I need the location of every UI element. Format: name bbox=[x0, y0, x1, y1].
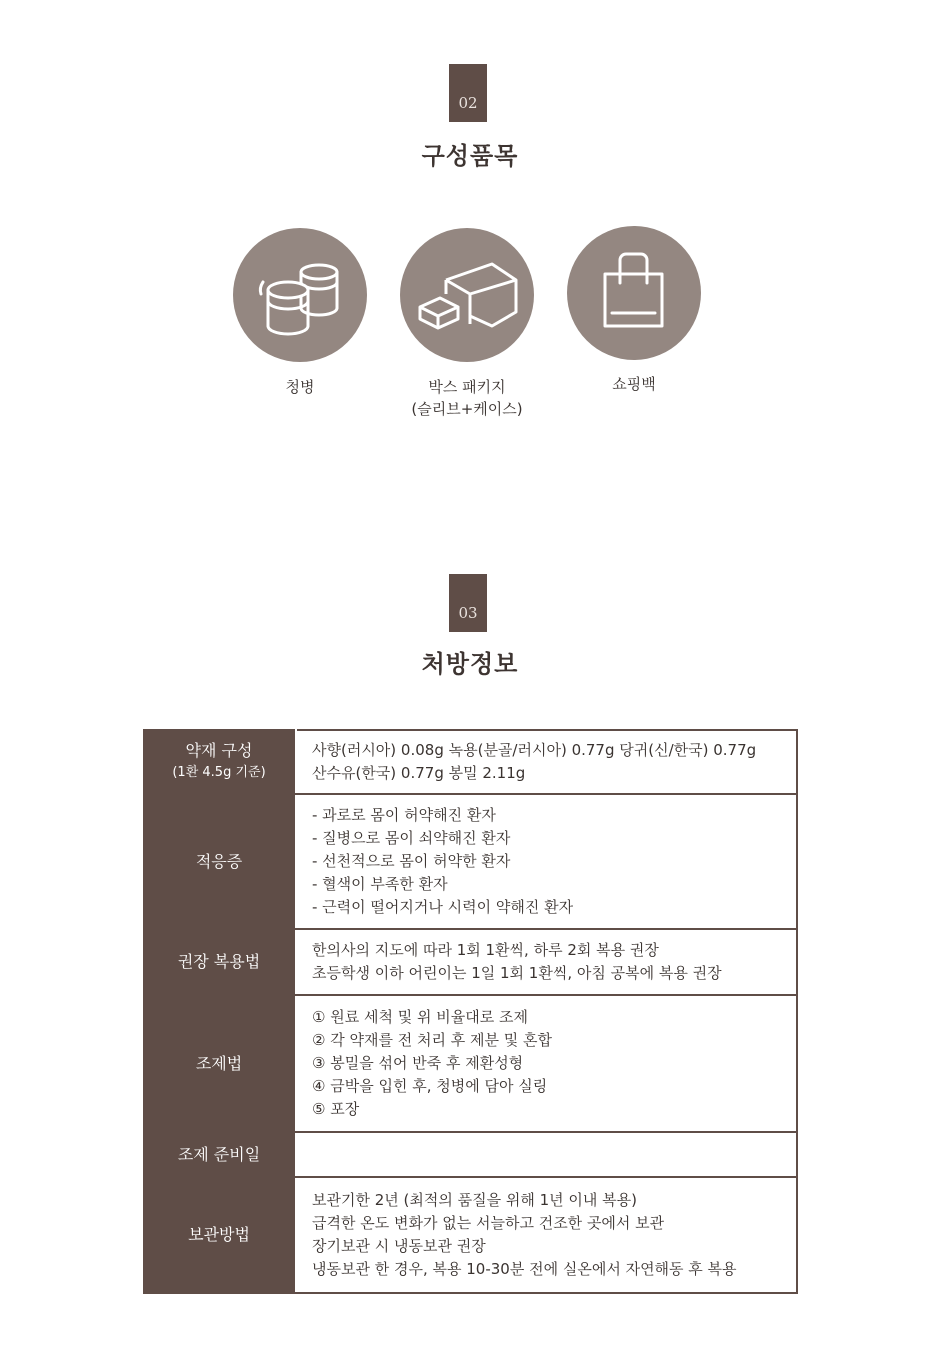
row-header-label: 보관방법 bbox=[188, 1225, 250, 1244]
row-content bbox=[296, 730, 797, 794]
table-row bbox=[143, 730, 797, 794]
prescription-table bbox=[143, 729, 798, 1294]
section-number: 03 bbox=[458, 604, 478, 622]
item-label-line: 박스 패키지 bbox=[428, 378, 506, 396]
row-header bbox=[143, 995, 296, 1132]
jar-icon bbox=[233, 228, 367, 362]
row-content bbox=[296, 1177, 797, 1293]
row-header bbox=[143, 730, 296, 794]
box-icon bbox=[400, 228, 534, 362]
row-header bbox=[143, 929, 296, 995]
item-label-bag bbox=[544, 373, 724, 395]
table-row bbox=[143, 995, 797, 1132]
row-header bbox=[143, 1177, 296, 1293]
section-title-prescription: 처방정보 bbox=[421, 649, 519, 678]
row-header-label: 권장 복용법 bbox=[177, 952, 261, 971]
row-content-line: 산수유(한국) 0.77g 봉밀 2.11g bbox=[312, 764, 526, 782]
row-content-line: ③ 봉밀을 섞어 반죽 후 제환성형 bbox=[312, 1054, 524, 1072]
table-row bbox=[143, 1177, 797, 1293]
row-content-line: - 과로로 몸이 허약해진 환자 bbox=[312, 806, 496, 824]
table-row bbox=[143, 1132, 797, 1177]
row-content-line: ② 각 약재를 전 처리 후 제분 및 혼합 bbox=[312, 1031, 552, 1049]
row-content-line: ④ 금박을 입힌 후, 청병에 담아 실링 bbox=[312, 1077, 548, 1095]
item-label-box bbox=[377, 376, 557, 420]
shopping-bag-icon bbox=[567, 226, 701, 360]
row-header-label: 적응증 bbox=[195, 851, 243, 871]
section-number-badge bbox=[449, 574, 487, 632]
row-header-label: 조제 준비일 bbox=[177, 1144, 261, 1164]
item-label-line: 청병 bbox=[285, 378, 315, 396]
row-content-empty bbox=[296, 1132, 797, 1177]
item-label-line: (슬리브+케이스) bbox=[411, 400, 523, 418]
row-header bbox=[143, 1132, 296, 1177]
row-content-line: - 혈색이 부족한 환자 bbox=[312, 875, 448, 893]
item-label-line: 쇼핑백 bbox=[612, 375, 656, 393]
row-content bbox=[296, 794, 797, 929]
row-content-line: - 근력이 떨어지거나 시력이 약해진 환자 bbox=[312, 898, 574, 916]
row-header-label: 조제법 bbox=[195, 1053, 243, 1073]
row-content-line: 장기보관 시 냉동보관 권장 bbox=[312, 1237, 486, 1255]
row-content-line: 한의사의 지도에 따라 1회 1환씩, 하루 2회 복용 권장 bbox=[312, 941, 659, 959]
row-content bbox=[296, 995, 797, 1132]
row-content-line: 초등학생 이하 어린이는 1일 1회 1환씩, 아침 공복에 복용 권장 bbox=[312, 964, 722, 982]
section-number-badge bbox=[449, 64, 487, 122]
row-header bbox=[143, 794, 296, 929]
row-content-line: - 선천적으로 몸이 허약한 환자 bbox=[312, 852, 511, 870]
row-header-label: 약재 구성 bbox=[185, 741, 253, 760]
row-content-line: ⑤ 포장 bbox=[312, 1100, 360, 1118]
section-number: 02 bbox=[458, 94, 478, 112]
row-content bbox=[296, 929, 797, 995]
row-content-line: 사향(러시아) 0.08g 녹용(분골/러시아) 0.77g 당귀(신/한국) 0.77g bbox=[312, 741, 757, 759]
section-title-components: 구성품목 bbox=[421, 141, 519, 170]
row-header-sublabel: (1환 4.5g 기준) bbox=[172, 765, 266, 780]
item-label-jar bbox=[210, 376, 390, 398]
row-content-line: ① 원료 세척 및 위 비율대로 조제 bbox=[312, 1008, 528, 1026]
row-content-line: 냉동보관 한 경우, 복용 10-30분 전에 실온에서 자연해동 후 복용 bbox=[312, 1260, 737, 1278]
table-row bbox=[143, 929, 797, 995]
row-content-line: - 질병으로 몸이 쇠약해진 환자 bbox=[312, 829, 511, 847]
table-row bbox=[143, 794, 797, 929]
row-content-line: 급격한 온도 변화가 없는 서늘하고 건조한 곳에서 보관 bbox=[312, 1214, 665, 1232]
row-content-line: 보관기한 2년 (최적의 품질을 위해 1년 이내 복용) bbox=[312, 1191, 637, 1209]
